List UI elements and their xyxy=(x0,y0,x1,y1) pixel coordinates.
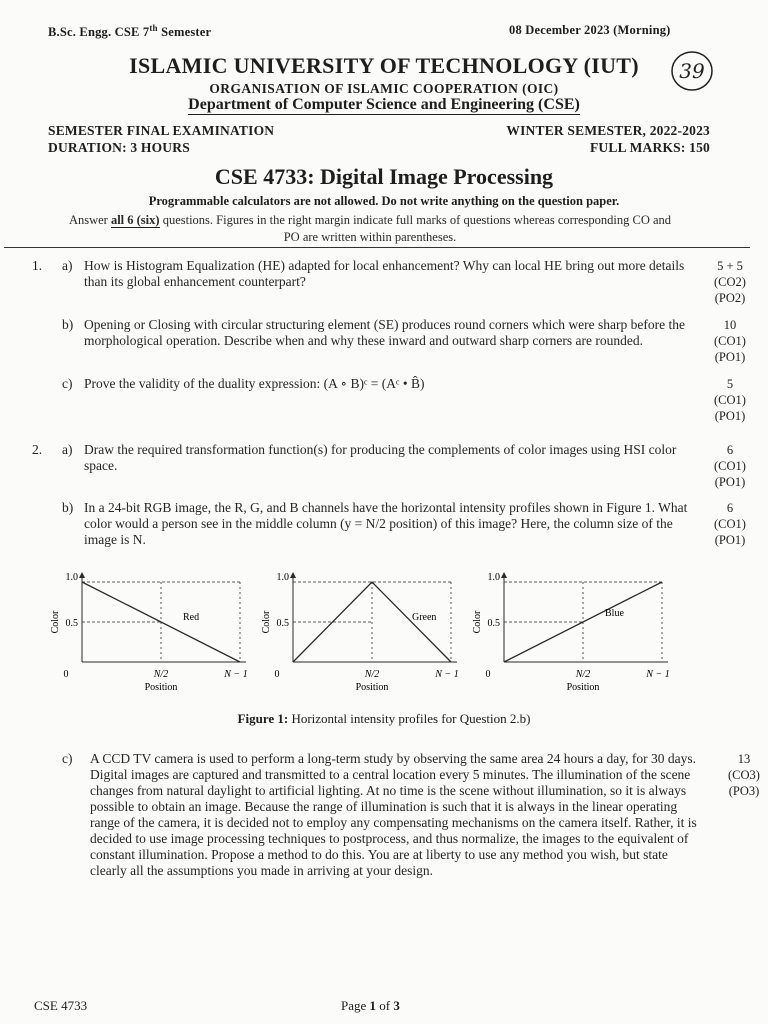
header-divider xyxy=(4,247,750,248)
x-axis-label: Position xyxy=(566,682,600,693)
organisation-name: ORGANISATION OF ISLAMIC COOPERATION (OIC) xyxy=(209,81,559,96)
x-tick-label: 0 xyxy=(63,669,69,680)
x-tick-label: N/2 xyxy=(153,669,169,680)
duration: DURATION: 3 HOURS xyxy=(48,140,190,155)
x-tick-label: N/2 xyxy=(575,669,591,680)
x-tick-label: N − 1 xyxy=(224,669,248,680)
question-number: 1. xyxy=(32,258,43,273)
y-tick-label: 0.5 xyxy=(276,618,289,629)
y-tick-label: 1.0 xyxy=(487,572,500,583)
footer-course: CSE 4733 xyxy=(34,998,88,1013)
y-axis-label: Color xyxy=(50,610,61,634)
header-date: 08 December 2023 (Morning) xyxy=(509,23,671,37)
semester-label: WINTER SEMESTER, 2022-2023 xyxy=(506,123,710,138)
figure-green-profile xyxy=(255,568,477,705)
question-marks: 13 (CO3) (PO3) xyxy=(728,752,760,798)
y-tick-label: 1.0 xyxy=(65,572,78,583)
question-number: 2. xyxy=(32,442,43,457)
x-tick-label: N/2 xyxy=(364,669,380,680)
figure-blue-profile xyxy=(466,568,688,705)
series-label: Red xyxy=(183,612,200,623)
y-tick-label: 0.5 xyxy=(487,618,500,629)
question-text: In a 24-bit RGB image, the R, G, and B channels have the horizontal intensity profiles shown in Figure 1. What color would a person see in the middle column (y = N/2 position) of this image? Here, the column size of the image is N. xyxy=(84,500,688,547)
instructions: Answer all 6 (six) questions. Figures in the right margin indicate full marks of questions whereas corresponding CO and PO are written within parentheses. xyxy=(68,213,672,244)
part-label: c) xyxy=(62,376,73,391)
question-marks: 10 (CO1) (PO1) xyxy=(714,318,746,364)
part-label: a) xyxy=(62,258,73,273)
y-axis-arrow xyxy=(501,572,507,578)
part-label: c) xyxy=(62,751,73,766)
part-label: b) xyxy=(62,500,74,515)
series-label: Blue xyxy=(605,608,624,619)
x-axis-label: Position xyxy=(144,682,178,693)
full-marks: FULL MARKS: 150 xyxy=(589,140,710,155)
figure-caption: Figure 1: Horizontal intensity profiles for Question 2.b) xyxy=(237,711,531,726)
header-left: B.Sc. Engg. CSE 7th Semester xyxy=(48,23,212,40)
handwritten-score-text: 39 xyxy=(679,59,705,83)
x-tick-label: N − 1 xyxy=(646,669,670,680)
figure-red-profile xyxy=(44,568,266,705)
question-text: A CCD TV camera is used to perform a long-term study by observing the same area 24 hours a day, for 30 days. Digital images are captured and transmitted to a central location every 5 minutes. The illumination of the scene changes from natural daylight to artificial lighting. At no time is the scene without illumination, so it is always possible to obtain an image. Because the range of illumination is such that it is always in the linear operating range of the camera, it is decided not to employ any compensating mechanisms on the camera itself. Rather, it is decided to use image processing techniques to postprocess, and thus normalize, the images to the equivalent of constant illumination. Propose a method to do this. You are at liberty to use any method you wish, but state clearly all the assumptions you made in arriving at your design. xyxy=(90,751,697,878)
department-name: Department of Computer Science and Engineering (CSE) xyxy=(188,96,580,113)
x-axis-label: Position xyxy=(355,682,389,693)
part-label: b) xyxy=(62,317,74,332)
question-marks: 6 (CO1) (PO1) xyxy=(714,501,746,547)
y-axis-arrow xyxy=(79,572,85,578)
y-tick-label: 1.0 xyxy=(276,572,289,583)
series-label: Green xyxy=(412,612,437,623)
x-tick-label: 0 xyxy=(274,669,280,680)
calculator-rule: Programmable calculators are not allowed. Do not write anything on the question paper. xyxy=(148,194,620,208)
question-text: Opening or Closing with circular structuring element (SE) produces round corners which were sharp before the morphological operation. Describe when and why these inward and outward sharp corners are rounded. xyxy=(84,317,685,348)
y-tick-label: 0.5 xyxy=(65,618,78,629)
question-text: Prove the validity of the duality expression: (A ∘ B)ᶜ = (Aᶜ • B̂) xyxy=(84,376,425,391)
y-axis-label: Color xyxy=(261,610,272,634)
question-text: How is Histogram Equalization (HE) adapted for local enhancement? Why can local HE bring out more details than its global enhancement counterpart? xyxy=(84,258,685,289)
course-title: CSE 4733: Digital Image Processing xyxy=(214,164,554,189)
question-marks: 6 (CO1) (PO1) xyxy=(714,443,746,489)
y-axis-arrow xyxy=(290,572,296,578)
university-name: ISLAMIC UNIVERSITY OF TECHNOLOGY (IUT) xyxy=(129,53,639,78)
x-tick-label: 0 xyxy=(485,669,491,680)
question-marks: 5 + 5 (CO2) (PO2) xyxy=(714,259,746,305)
exam-title: SEMESTER FINAL EXAMINATION xyxy=(48,123,275,138)
question-marks: 5 (CO1) (PO1) xyxy=(714,377,746,423)
y-axis-label: Color xyxy=(472,610,483,634)
question-text: Draw the required transformation function(s) for producing the complements of color images using HSI color space. xyxy=(84,442,677,473)
x-tick-label: N − 1 xyxy=(435,669,459,680)
page-number: Page 1 of 3 xyxy=(341,998,400,1013)
part-label: a) xyxy=(62,442,73,457)
